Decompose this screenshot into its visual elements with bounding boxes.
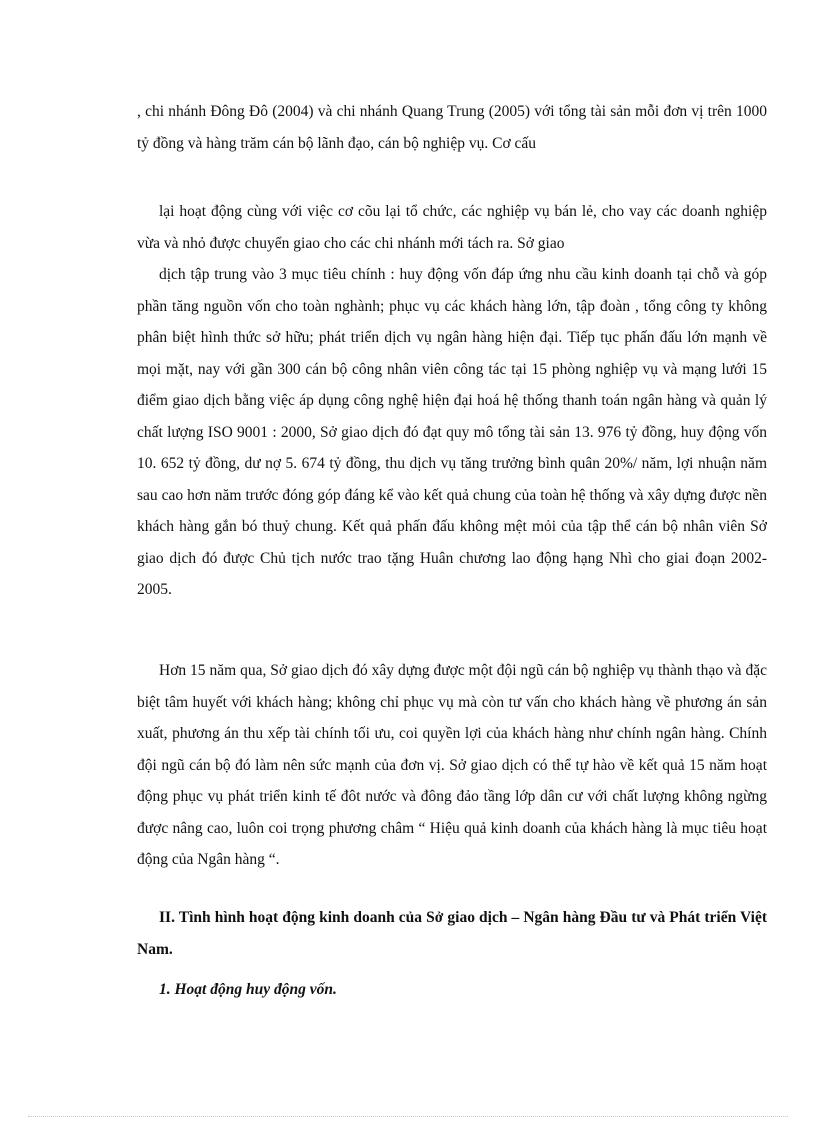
subsection-heading: 1. Hoạt động huy động vốn. <box>159 981 337 998</box>
paragraph-1: , chi nhánh Đông Đô (2004) và chi nhánh Quang Trung (2005) với tổng tài sản mỗi đơn vị trên 1000 tỷ đồng và hàng trăm cán bộ lãnh đạo, cán bộ nghiệp vụ. Cơ cấu <box>137 103 767 152</box>
paragraph-4: Hơn 15 năm qua, Sở giao dịch đó xây dựng được một đội ngũ cán bộ nghiệp vụ thành thạo và đặc biệt tâm huyết với khách hàng; không chỉ phục vụ mà còn tư vấn cho khách hàng về phương án sản xuất, phương án thu xếp tài chính tối ưu, coi quyền lợi của khách hàng như chính ngân hàng. Chính đội ngũ cán bộ đó làm nên sức mạnh của đơn vị. Sở giao dịch có thể tự hào về kết quả 15 năm hoạt động phục vụ phát triển kinh tế đôt nước và đông đảo tầng lớp dân cư với chất lượng không ngừng được nâng cao, luôn coi trọng phương châm “ Hiệu quả kinh doanh của khách hàng là mục tiêu hoạt động của Ngân hàng “. <box>137 662 767 868</box>
paragraph-2: lại hoạt động cùng với việc cơ cõu lại tổ chức, các nghiệp vụ bán lẻ, cho vay các doanh nghiệp vừa và nhỏ được chuyển giao cho các chi nhánh mới tách ra. Sở giao <box>137 203 767 252</box>
paragraph-3: dịch tập trung vào 3 mục tiêu chính : huy động vốn đáp ứng nhu cầu kinh doanh tại chỗ và góp phần tăng nguồn vốn cho toàn nghành; phục vụ các khách hàng lớn, tập đoàn , tổng công ty không phân biệt hình thức sở hữu; phát triển dịch vụ ngân hàng hiện đại. Tiếp tục phấn đấu lớn mạnh về mọi mặt, nay với gần 300 cán bộ công nhân viên công tác tại 15 phòng nghiệp vụ và mạng lưới 15 điểm giao dịch bằng việc áp dụng công nghệ hiện đại hoá hệ thống thanh toán ngân hàng và quản lý chất lượng ISO 9001 : 2000, Sở giao dịch đó đạt quy mô tổng tài sản 13. 976 tỷ đồng, huy động vốn 10. 652 tỷ đồng, dư nợ 5. 674 tỷ đồng, thu dịch vụ tăng trưởng bình quân 20%/ năm, lợi nhuận năm sau cao hơn năm trước đóng góp đáng kể vào kết quả chung của toàn hệ thống và xây dựng được nền khách hàng gắn bó thuỷ chung. Kết quả phấn đấu không mệt mỏi của tập thể cán bộ nhân viên Sở giao dịch đó được Chủ tịch nước trao tặng Huân chương lao động hạng Nhì cho giai đoạn 2002- 2005. <box>137 266 767 598</box>
page-footer-divider <box>28 1116 788 1117</box>
section-heading: II. Tình hình hoạt động kinh doanh của Sở giao dịch – Ngân hàng Đầu tư và Phát triển Việt Nam. <box>137 909 767 958</box>
